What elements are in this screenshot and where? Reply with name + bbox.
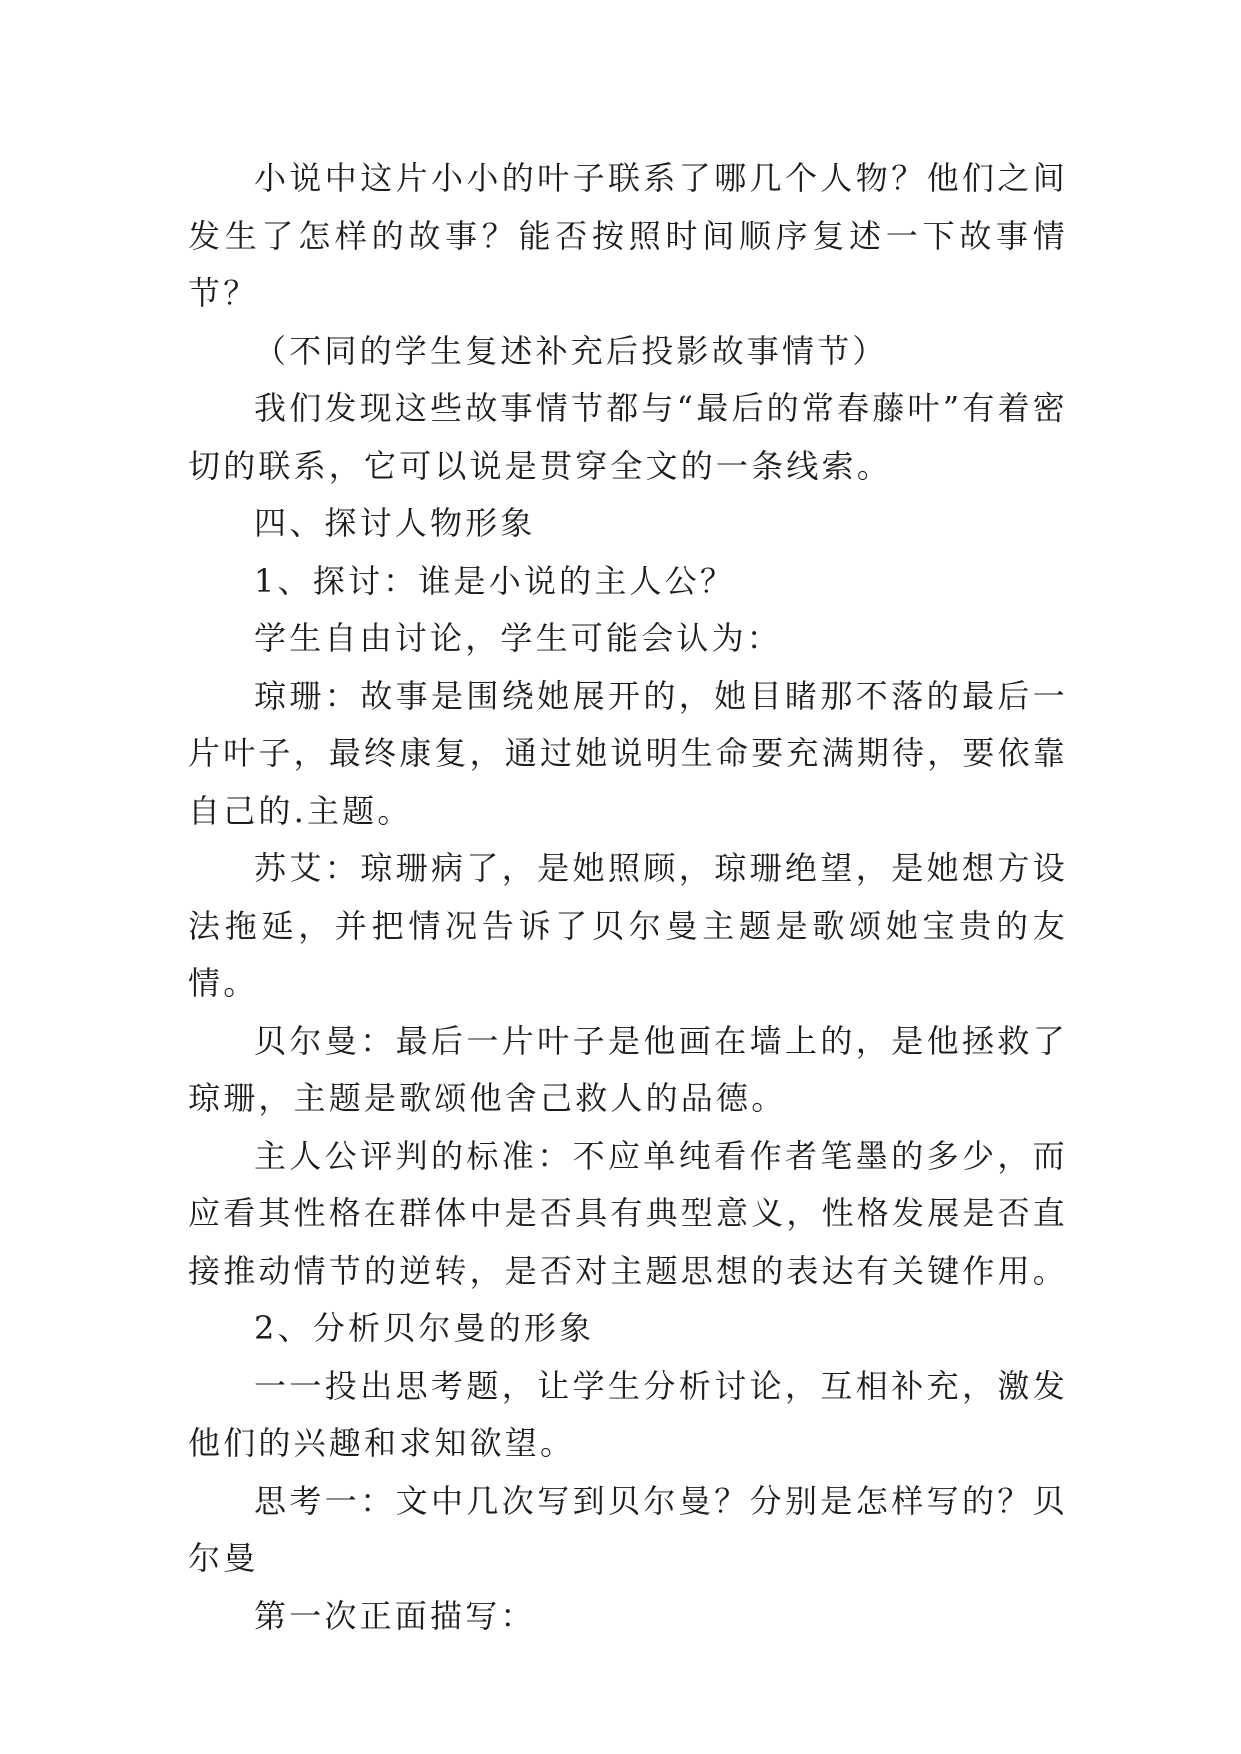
- section-heading-characters: 四、探讨人物形象: [254, 504, 536, 542]
- subheading-protagonist: 1、探讨：谁是小说的主人公？: [254, 561, 736, 600]
- paragraph-criteria: 主人公评判的标准：不应单纯看作者笔墨的多少，而应看其性格在群体中是否具有典型意义，性格发展是否直接推动情节的逆转，是否对主题思想的表达有关键作用。: [188, 1136, 1069, 1290]
- paragraph-question-one: 思考一：文中几次写到贝尔曼？分别是怎样写的？贝尔曼: [188, 1481, 1068, 1577]
- subheading-behrman-analysis: 2、分析贝尔曼的形象: [254, 1309, 595, 1347]
- paragraph-story-question: 小说中这片小小的叶子联系了哪几个人物？他们之间发生了怎样的故事？能否按照时间顺序复述一下故事情节？: [188, 159, 1068, 312]
- document-body: [188, 150, 1068, 1645]
- paragraph-retelling-note: （不同的学生复述补充后投影故事情节）: [254, 331, 888, 370]
- paragraph-johnsy: 琼珊：故事是围绕她展开的，她目睹那不落的最后一片叶子，最终康复，通过她说明生命要充满期待，要依靠自己的.主题。: [188, 676, 1069, 830]
- paragraph-clue: 我们发现这些故事情节都与“最后的常春藤叶”有着密切的联系，它可以说是贯穿全文的一条线索。: [188, 389, 1068, 485]
- paragraph-first-description: 第一次正面描写：: [254, 1596, 536, 1635]
- paragraph-sue: 苏艾：琼珊病了，是她照顾，琼珊绝望，是她想方设法拖延，并把情况告诉了贝尔曼主题是歌颂她宝贵的友情。: [188, 849, 1068, 1002]
- paragraph-discussion: 学生自由讨论，学生可能会认为：: [254, 619, 783, 657]
- paragraph-questions-intro: 一一投出思考题，让学生分析讨论，互相补充，激发他们的兴趣和求知欲望。: [188, 1366, 1068, 1462]
- paragraph-behrman: 贝尔曼：最后一片叶子是他画在墙上的，是他拯救了琼珊，主题是歌颂他舍己救人的品德。: [188, 1021, 1068, 1117]
